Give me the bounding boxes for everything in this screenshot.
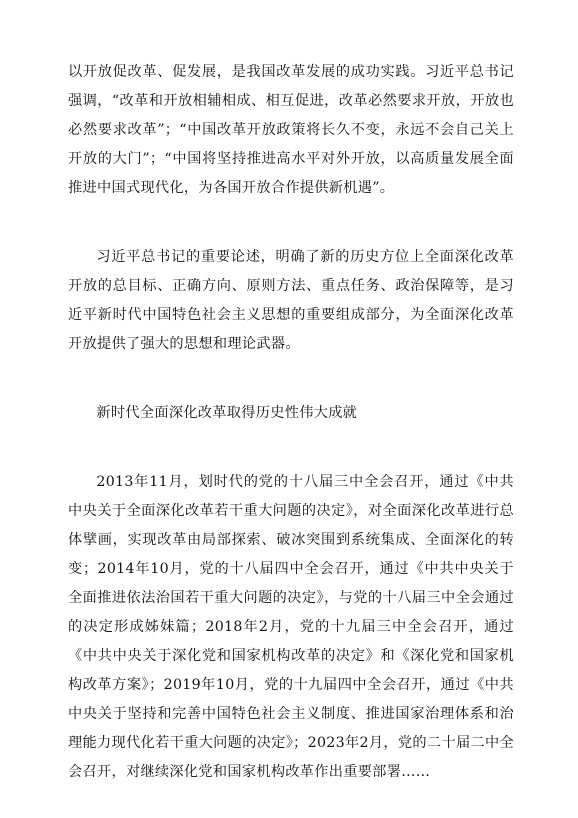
paragraph-gap — [68, 359, 514, 399]
section-heading: 新时代全面深化改革取得历史性伟大成就 — [96, 405, 358, 421]
paragraph-gap — [68, 203, 514, 243]
paragraph-opening: 以开放促改革、促发展，是我国改革发展的成功实践。习近平总书记强调，“改革和开放相辅相成、相互促进，改革必然要求开放，开放也必然要求改革”；“中国改革开放政策将长久不变，永远不会自己关上开放的大门”；“中国将坚持推进高水平对外开放，以高质量发展全面推进中国式现代化，为各国开放合作提供新机遇”。 — [68, 64, 514, 196]
paragraph-timeline: 2013年11月，划时代的党的十八届三中全会召开，通过《中共中央关于全面深化改革若干重大问题的决定》，对全面深化改革进行总体擘画，实现改革由局部探索、破冰突围到系统集成、全面深化的转变；2014年10月，党的十八届四中全会召开，通过《中共中央关于全面推进依法治国若干重大问题的决定》，与党的十八届三中全会通过的决定形成姊妹篇；2018年2月，党的十九届三中全会召开，通过《中共中央关于深化党和国家机构改革的决定》和《深化党和国家机构改革方案》；2019年10月，党的十九届四中全会召开，通过《中共中央关于坚持和完善中国特色社会主义制度、推进国家治理体系和治理能力现代化若干重大问题的决定》；2023年2月，党的二十届二中全会召开，对继续深化党和国家机构改革作出重要部署…… — [68, 474, 514, 780]
paragraph-gap — [68, 428, 514, 468]
paragraph-remarks: 习近平总书记的重要论述，明确了新的历史方位上全面深化改革开放的总目标、正确方向、原则方法、重点任务、政治保障等，是习近平新时代中国特色社会主义思想的重要组成部分，为全面深化改革开放提供了强大的思想和理论武器。 — [68, 249, 514, 352]
